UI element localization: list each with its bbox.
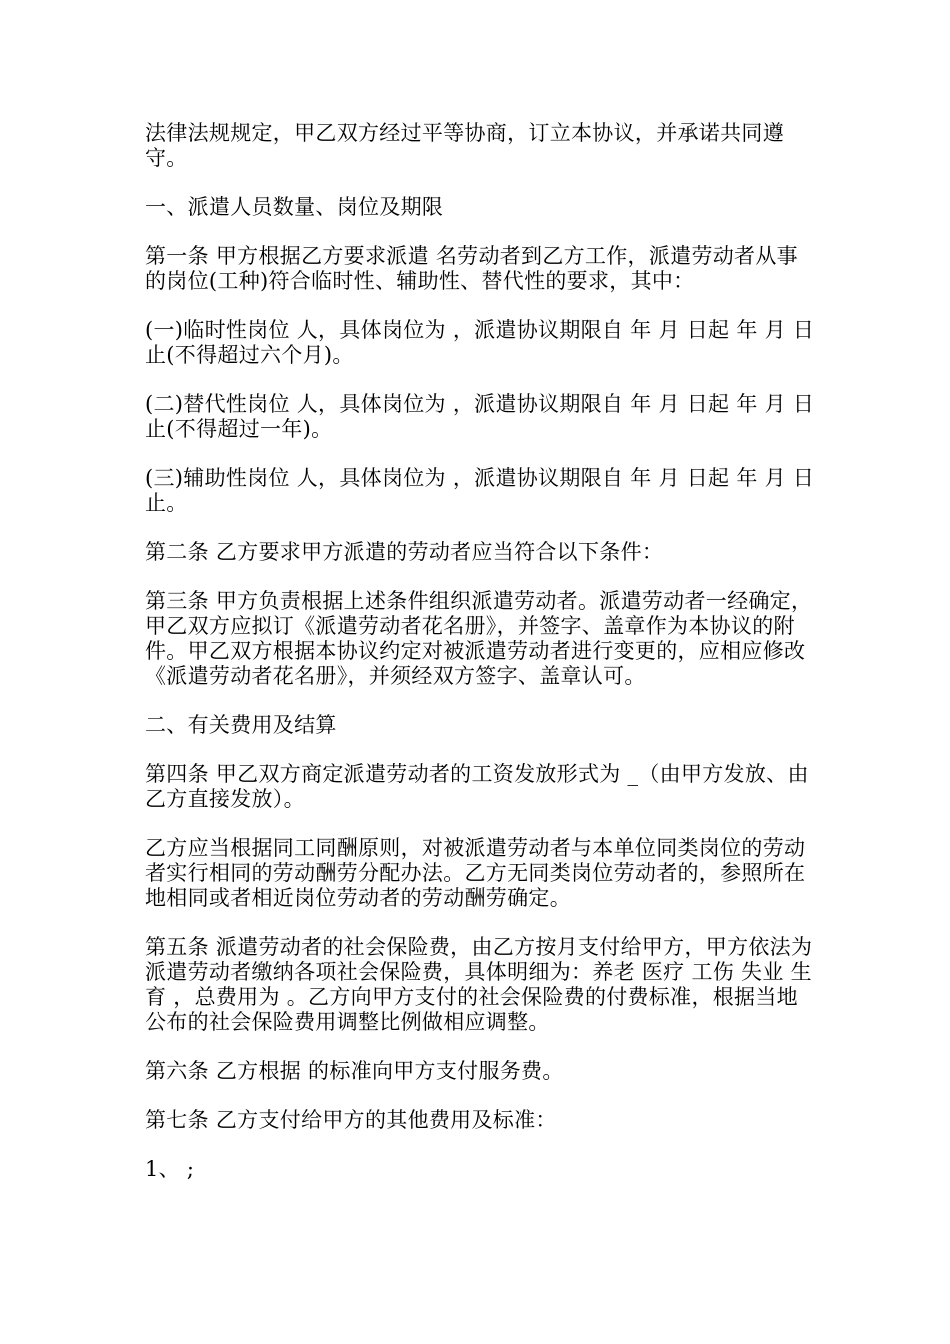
list-item-1: 1、 ; (145, 1157, 195, 1181)
paragraph-preamble: 法律法规规定，甲乙双方经过平等协商，订立本协议，并承诺共同遵守。 (145, 121, 784, 170)
article-4: 第四条 甲乙双方商定派遣劳动者的工资发放形式为 _（由甲方发放、由乙方直接发放）。 (145, 762, 809, 811)
section-heading-fees: 二、有关费用及结算 (145, 713, 337, 737)
article-1: 第一条 甲方根据乙方要求派遣 名劳动者到乙方工作，派遣劳动者从事的岗位(工种)符合临时性、辅助性、替代性的要求，其中： (145, 244, 798, 293)
section-heading-personnel: 一、派遣人员数量、岗位及期限 (145, 195, 444, 219)
item-temporary-post: (一)临时性岗位 人，具体岗位为 ，派遣协议期限自 年 月 日起 年 月 日止(不得超过六个月)。 (145, 318, 815, 367)
article-3: 第三条 甲方负责根据上述条件组织派遣劳动者。派遣劳动者一经确定，甲乙双方应拟订《派遣劳动者花名册》，并签字、盖章作为本协议的附件。甲乙双方根据本协议约定对被派遣劳动者进行变更的，应相应修改《派遣劳动者花名册》，并须经双方签字、盖章认可。 (145, 589, 813, 688)
article-2: 第二条 乙方要求甲方派遣的劳动者应当符合以下条件： (145, 540, 664, 564)
article-5: 第五条 派遣劳动者的社会保险费，由乙方按月支付给甲方，甲方依法为派遣劳动者缴纳各项社会保险费，具体明细为：养老 医疗 工伤 失业 生育 ，总费用为 。乙方向甲方支付的社会保险费的付费标准，根据当地公布的社会保险费用调整比例做相应调整。 (145, 935, 813, 1034)
item-substitute-post: (二)替代性岗位 人，具体岗位为 ，派遣协议期限自 年 月 日起 年 月 日止(不得超过一年)。 (145, 392, 815, 441)
paragraph-equal-pay: 乙方应当根据同工同酬原则，对被派遣劳动者与本单位同类岗位的劳动者实行相同的劳动酬劳分配办法。乙方无同类岗位劳动者的，参照所在地相同或者相近岗位劳动者的劳动酬劳确定。 (145, 836, 806, 910)
item-auxiliary-post: (三)辅助性岗位 人，具体岗位为 ，派遣协议期限自 年 月 日起 年 月 日止。 (145, 466, 815, 515)
article-6: 第六条 乙方根据 的标准向甲方支付服务费。 (145, 1059, 564, 1083)
article-7: 第七条 乙方支付给甲方的其他费用及标准： (145, 1108, 557, 1132)
document-body (145, 121, 815, 1206)
